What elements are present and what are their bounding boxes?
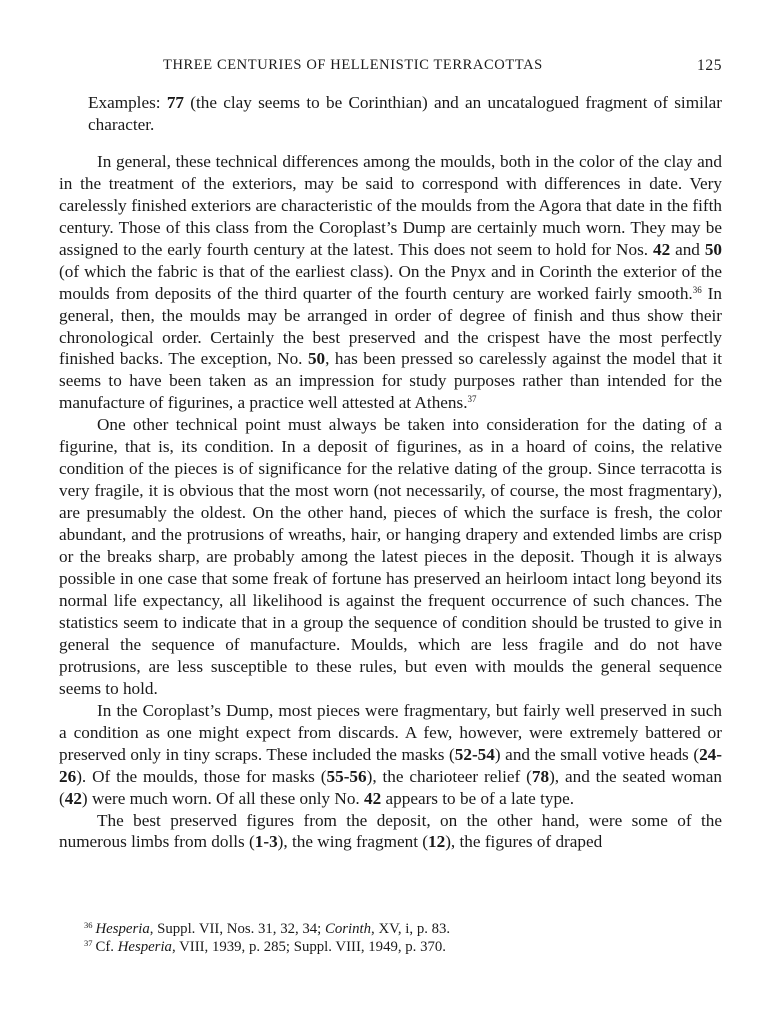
- catalogue-number: 42: [64, 788, 82, 808]
- text-run: (of which the fabric is that of the earliest class). On the Pnyx and in Corinth the exterior of the moulds from deposits of the third quarter of the fourth century are worked fairly smooth.: [59, 261, 722, 303]
- text-run: ), the wing fragment (: [277, 832, 429, 852]
- catalogue-number: 50: [307, 349, 326, 369]
- journal-title: Hesperia: [95, 921, 150, 937]
- text-run: , VIII, 1939, p. 285; Suppl. VIII, 1949, p. 370.: [171, 938, 446, 955]
- text-run: ) were much worn. Of all these only No.: [81, 788, 365, 808]
- catalogue-number: 12: [428, 832, 446, 852]
- footnote-37: [84, 939, 724, 957]
- footnote-36: [84, 921, 724, 939]
- paragraph-moulds-differences: [59, 151, 722, 414]
- text-run: ). Of the moulds, those for masks (: [76, 766, 327, 786]
- running-title: THREE CENTURIES OF HELLENISTIC TERRACOTTAS: [163, 57, 543, 73]
- text-run: , has been pressed so carelessly against the model that it seems to have been taken as an impression for study purposes rather than intended for the manufacture of figurines, a practice well attested at Athens.: [59, 349, 722, 413]
- text-run: and: [670, 239, 705, 259]
- footnotes: [84, 921, 724, 956]
- paragraph-best-preserved: [59, 810, 722, 854]
- text-run: ), the charioteer relief (: [366, 766, 532, 786]
- catalogue-number: 50: [704, 239, 722, 259]
- catalogue-number: 77: [166, 93, 184, 112]
- running-header: [0, 55, 775, 77]
- text-run: In general, then, the moulds may be arranged in order of degree of finish and thus show their chronological order. Certainly the best preserved and the crispest have the most perfectly finished backs. The exception, No.: [59, 283, 722, 369]
- text-run: (the clay seems to be Corinthian) and an uncatalogued fragment of similar character.: [88, 93, 722, 134]
- footnote-mark: 37: [84, 937, 93, 948]
- footnote-reference[interactable]: 37: [467, 394, 477, 405]
- text-run: ), the figures of draped: [445, 832, 603, 852]
- text-run: Examples:: [88, 93, 167, 112]
- text-run: appears to be of a late type.: [381, 788, 575, 808]
- journal-title: Hesperia: [117, 938, 172, 955]
- footnote-mark: 36: [84, 920, 93, 930]
- footnote-reference[interactable]: 36: [692, 284, 702, 295]
- text-run: In the Coroplast’s Dump, most pieces were fragmentary, but fairly well preserved in such a condition as one might expect from discards. A few, however, were extremely battered or preserved only in tiny scraps. These included the masks (: [59, 700, 722, 764]
- catalogue-number: 42: [364, 788, 382, 808]
- paragraph-coroplasts-dump: [59, 700, 722, 810]
- catalogue-number: 24-26: [59, 744, 722, 786]
- text-run: ) and the small votive heads (: [494, 744, 700, 764]
- catalogue-number: 1-3: [254, 832, 278, 852]
- text-run: ), and the seated woman (: [59, 766, 722, 808]
- catalogue-number: 42: [652, 239, 671, 259]
- text-run: Cf.: [95, 938, 118, 955]
- paragraph-condition: One other technical point must always be taken into consideration for the dating of a figurine, that is, its condition. In a deposit of figurines, as in a hoard of coins, the relative condition of the pieces is of significance for the relative dating of the group. Since terracotta is very fragile, it is obvious that the most worn (not necessarily, of course, the most fragmentary), are presumably the oldest. On the other hand, pieces of which the surface is fresh, the color abundant, and the protrusions of wreaths, hair, or hanging drapery and extended limbs are crisp or the breaks sharp, are probably among the latest pieces in the deposit. Though it is always possible in one case that some freak of fortune has preserved an heirloom intact long beyond its normal life expectancy, all likelihood is against the frequent occurrence of such chances. The statistics seem to indicate that in a group the sequence of condition should be trusted to give in general the sequence of manufacture. Moulds, which are less fragile and do not have protrusions, are less susceptible to these rules, but even with moulds the general sequence seems to hold.: [59, 415, 722, 698]
- text-run: , Suppl. VII, Nos. 31, 32, 34;: [149, 921, 325, 937]
- text-run: , XV, i, p. 83.: [371, 921, 451, 937]
- catalogue-number: 52-54: [454, 744, 495, 764]
- journal-title: Corinth: [325, 921, 372, 937]
- examples-paragraph: [59, 92, 722, 136]
- page-number: 125: [697, 57, 723, 74]
- body-text: [59, 92, 722, 853]
- catalogue-number: 78: [531, 766, 550, 786]
- text-run: In general, these technical differences among the moulds, both in the color of the clay and in the treatment of the exteriors, may be said to correspond with differences in date. Very carelessly finished exteriors are characteristic of the moulds from the Agora that date in the fifth century. Those of this class from the Coroplast’s Dump are certainly much worn. They may be assigned to the early fourth century at the latest. This does not seem to hold for Nos.: [59, 151, 722, 259]
- text-run: The best preserved figures from the deposit, on the other hand, were some of the numerous limbs from dolls (: [59, 810, 722, 852]
- catalogue-number: 55-56: [326, 766, 367, 786]
